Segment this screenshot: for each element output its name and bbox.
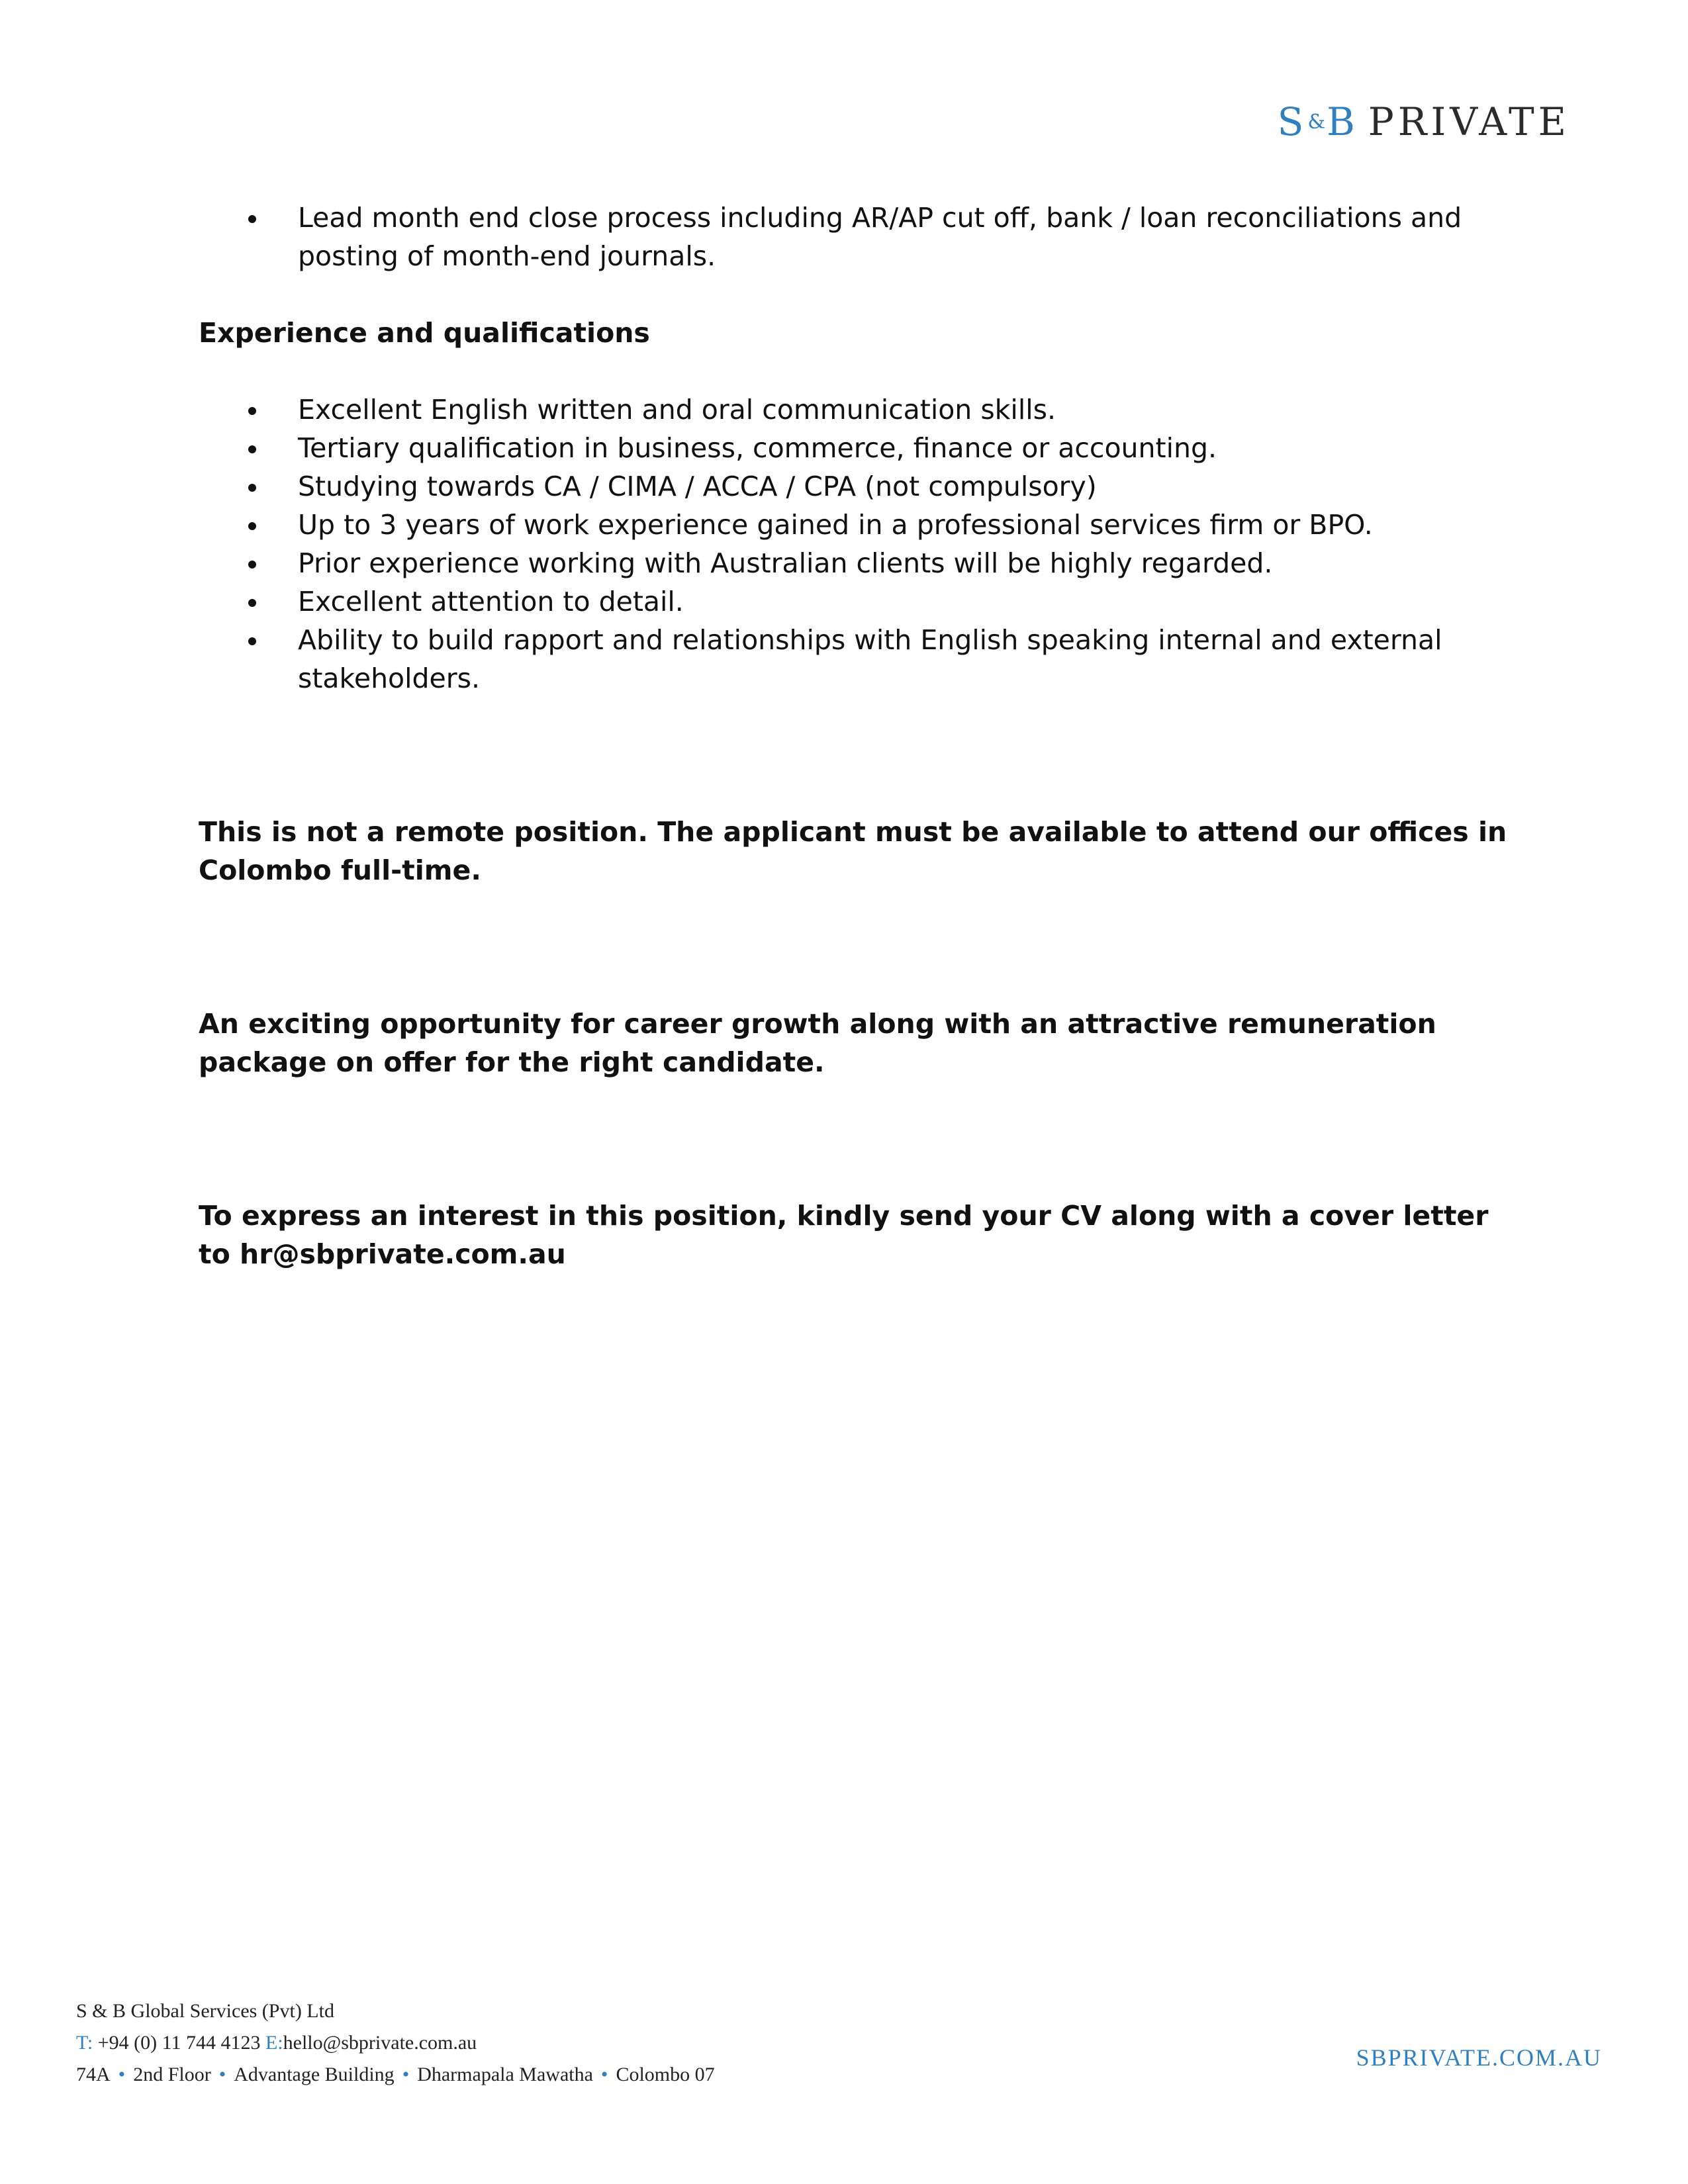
email-label: E:: [265, 2032, 283, 2054]
apply-notice: To express an interest in this position, kindly send your CV along with a cover letter to hr@sbprivate.com.au: [199, 1200, 1489, 1270]
footer-company: S & B Global Services (Pvt) Ltd: [76, 2000, 334, 2022]
phone-number: +94 (0) 11 744 4123: [97, 2032, 261, 2054]
email-address: hello@sbprivate.com.au: [283, 2032, 477, 2054]
logo-word-private: PRIVATE: [1368, 99, 1570, 144]
list-item: Studying towards CA / CIMA / ACCA / CPA (not compulsory): [199, 467, 1509, 506]
separator-dot: •: [600, 2064, 608, 2085]
list-item: Ability to build rapport and relationships with English speaking internal and external stakeholders.: [199, 621, 1509, 698]
address-part: Dharmapala Mawatha: [417, 2064, 593, 2085]
list-item: Excellent English written and oral communication skills.: [199, 390, 1509, 429]
opportunity-notice: An exciting opportunity for career growth along with an attractive remuneration package on offer for the right candidate.: [199, 1008, 1436, 1078]
separator-dot: •: [402, 2064, 410, 2085]
qualifications-list: [199, 390, 1509, 698]
responsibilities-list: [199, 199, 1509, 275]
document-body: [199, 199, 1509, 1273]
logo-letter-s: S: [1277, 99, 1308, 144]
list-item: Tertiary qualification in business, commerce, finance or accounting.: [199, 429, 1509, 467]
address-part: Advantage Building: [234, 2064, 395, 2085]
list-item: Excellent attention to detail.: [199, 582, 1509, 621]
address-part: 74A: [76, 2064, 111, 2085]
phone-label: T:: [76, 2032, 93, 2054]
logo-ampersand: &: [1307, 111, 1327, 134]
list-item: Lead month end close process including AR/AP cut off, bank / loan reconciliations and posting of month-end journals.: [199, 199, 1509, 275]
company-logo: [1278, 99, 1570, 144]
experience-heading: Experience and qualifications: [199, 317, 650, 349]
list-item: Up to 3 years of work experience gained in a professional services firm or BPO.: [199, 506, 1509, 544]
list-item: Prior experience working with Australian clients will be highly regarded.: [199, 544, 1509, 582]
address-part: 2nd Floor: [133, 2064, 211, 2085]
logo-letter-b: B: [1327, 99, 1359, 144]
separator-dot: •: [118, 2064, 126, 2085]
footer-address: [76, 2059, 715, 2091]
separator-dot: •: [218, 2064, 226, 2085]
footer-contact: [76, 2027, 715, 2059]
remote-notice: This is not a remote position. The applicant must be available to attend our offices in Colombo full-time.: [199, 816, 1507, 886]
footer-website: SBPRIVATE.COM.AU: [1356, 2044, 1602, 2071]
page-footer: [76, 1995, 715, 2091]
address-part: Colombo 07: [616, 2064, 715, 2085]
